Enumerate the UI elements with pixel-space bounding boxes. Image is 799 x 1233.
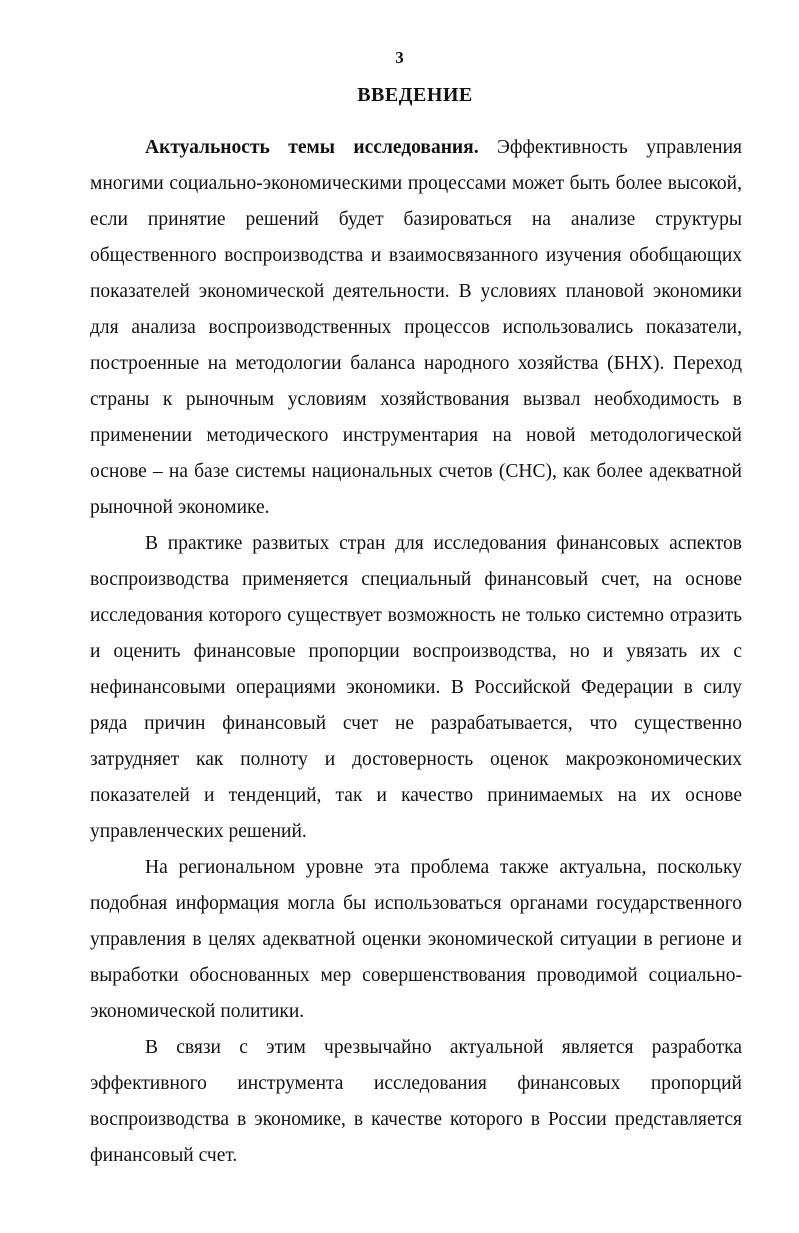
- paragraph-2: В практике развитых стран для исследования финансовых аспектов воспроизводства применяется специальный финансовый счет, на основе исследования которого существует возможность не только системно отразить и оценить финансовые пропорции воспроизводства, но и увязать их с нефинансовыми операциями экономики. В Российской Федерации в силу ряда причин финансовый счет не разрабатывается, что существенно затрудняет как полноту и достоверность оценок макроэкономических показателей и тенденций, так и качество принимаемых на их основе управленческих решений.: [90, 533, 742, 842]
- paragraph-4: В связи с этим чрезвычайно актуальной является разработка эффективного инструмента исследования финансовых пропорций воспроизводства в экономике, в качестве которого в России представляется финансовый счет.: [90, 1037, 742, 1166]
- paragraph-3: На региональном уровне эта проблема также актуальна, поскольку подобная информация могла бы использоваться органами государственного управления в целях адекватной оценки экономической ситуации в регионе и выработки обоснованных мер совершенствования проводимой социально-экономической политики.: [90, 857, 742, 1022]
- body-text: [90, 130, 742, 1174]
- paragraph-text: Эффективность управления многими социально-экономическими процессами может быть более высокой, если принятие решений будет базироваться на анализе структуры общественного воспроизводства и взаимосвязанного изучения обобщающих показателей экономической деятельности. В условиях плановой экономики для анализа воспроизводственных процессов использовались показатели, построенные на методологии баланса народного хозяйства (БНХ). Переход страны к рыночным условиям хозяйствования вызвал необходимость в применении методического инструментария на новой методологической основе – на базе системы национальных счетов (СНС), как более адекватной рыночной экономике.: [90, 137, 742, 518]
- paragraph-lead: Актуальность темы исследования.: [145, 137, 479, 158]
- paragraph-1: [90, 130, 742, 526]
- page-number: 3: [395, 48, 404, 67]
- page-title: ВВЕДЕНИЕ: [357, 84, 473, 106]
